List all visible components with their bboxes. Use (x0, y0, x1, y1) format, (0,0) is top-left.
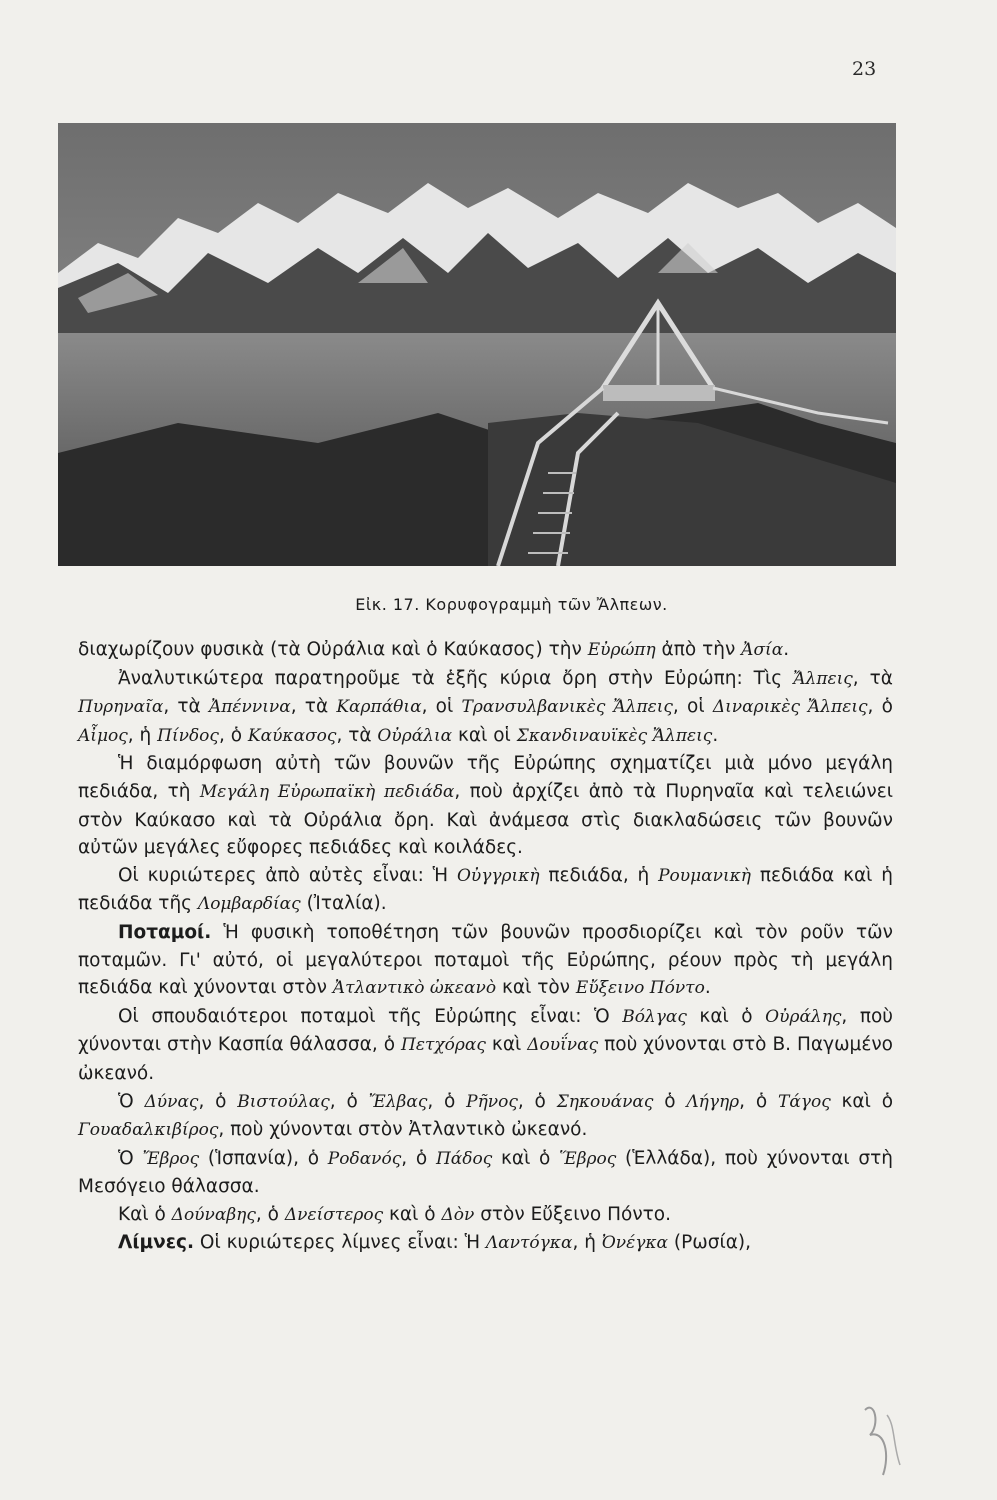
text-run: , τὰ (336, 724, 378, 746)
text-run: καὶ τὸν (496, 977, 576, 999)
text-run: , ὁ (198, 1090, 238, 1112)
italic-term: Λομβαρδίας (197, 894, 301, 915)
italic-term: Ἄλπεις (793, 668, 853, 689)
text-run: (Ἑλλάδα), ποὺ χύνονται στὴ Μεσόγειο θάλασσα. (78, 1147, 893, 1198)
text-run: , ποὺ χύνονται στὴν Κασπία θάλασσα, ὁ (78, 1005, 893, 1056)
paragraph-p9 (78, 1201, 893, 1230)
italic-term: Βιστούλας (237, 1091, 330, 1112)
text-run: καὶ ὁ (383, 1203, 442, 1225)
italic-term: Διναρικὲς Ἄλπεις (712, 697, 868, 718)
text-run: , ὁ (255, 1203, 285, 1225)
italic-term: Γουαδαλκιβίρος (78, 1120, 219, 1141)
italic-term: Καύκασος (247, 725, 337, 746)
italic-term: Δνείστερος (284, 1204, 384, 1225)
text-run: Καὶ ὁ (118, 1203, 172, 1225)
section-heading: Ποταμοί. (118, 921, 212, 943)
text-run: , ποὺ χύνονται στὸν Ἀτλαντικὸ ὠκεανό. (218, 1119, 588, 1141)
italic-term: Πετχόρας (401, 1035, 486, 1056)
text-run: . (704, 977, 711, 999)
paragraph-p5 (78, 919, 893, 1003)
italic-term: Βόλγας (622, 1006, 687, 1027)
paragraph-p8 (78, 1145, 893, 1201)
italic-term: Πυρηναῖα (78, 697, 164, 718)
italic-term: Δὸν (441, 1204, 475, 1225)
text-run: καὶ (485, 1034, 528, 1056)
italic-term: Πίνδος (157, 725, 219, 746)
italic-term: Ἀπέννινα (208, 697, 291, 718)
text-run: (Ἰταλία). (300, 893, 387, 915)
italic-term: Ὀνέγκα (601, 1233, 668, 1254)
text-run: Ἡ φυσικὴ τοποθέτηση τῶν βουνῶν προσδιορίζει καὶ τὸν ροῦν τῶν ποταμῶν. Γι' αὐτό, οἱ μεγαλύτεροι ποταμοὶ τῆς Εὐρώπης, ρέουν πρὸς τὴ μεγάλη πεδιάδα καὶ χύνονται στὸν (78, 921, 893, 999)
italic-term: Εὔξεινο Πόντο (575, 978, 705, 999)
body-text (78, 636, 893, 1258)
italic-term: Καρπάθια (336, 697, 422, 718)
paragraph-p2 (78, 665, 893, 751)
text-run: , ἡ (127, 724, 158, 746)
text-run: Οἱ κυριώτερες ἀπὸ αὐτὲς εἶναι: Ἡ (118, 864, 457, 886)
text-run: καὶ ὁ (492, 1147, 560, 1169)
text-run: , ὁ (401, 1147, 436, 1169)
text-run: (Ρωσία), (668, 1232, 752, 1254)
paragraph-p10 (78, 1229, 893, 1258)
text-run: πεδιάδα καὶ ἡ πεδιάδα τῆς (78, 864, 893, 915)
italic-term: Πάδος (435, 1148, 493, 1169)
text-run: , ὁ (867, 696, 893, 718)
italic-term: Ἀσία (741, 640, 784, 660)
text-run: Οἱ κυριώτερες λίμνες εἶναι: Ἡ (194, 1232, 486, 1254)
pencil-mark-icon (855, 1395, 915, 1485)
text-run: (Ἱσπανία), ὁ (199, 1147, 328, 1169)
italic-term: Λαντόγκα (485, 1233, 573, 1254)
paragraph-p3 (78, 750, 893, 861)
text-run: Ὁ (118, 1090, 145, 1112)
text-run: , τὰ (290, 696, 337, 718)
italic-term: Λήγηρ (686, 1091, 740, 1112)
italic-term: Δουΐνας (527, 1035, 599, 1056)
italic-term: Ροδανός (327, 1148, 402, 1169)
text-run: ἀπὸ τὴν (655, 639, 742, 660)
italic-term: Ἕβρος (559, 1148, 617, 1169)
italic-term: Ρῆνος (466, 1091, 518, 1112)
text-run: Οἱ σπουδαιότεροι ποταμοὶ τῆς Εὐρώπης εἶναι: Ὁ (118, 1005, 623, 1027)
italic-term: Τάγος (777, 1091, 831, 1112)
italic-term: Ἀτλαντικὸ ὠκεανὸ (332, 978, 497, 999)
italic-term: Δούναβης (171, 1204, 256, 1225)
text-run: ὁ (653, 1090, 687, 1112)
figure-photo (58, 123, 896, 566)
text-run: , ὁ (739, 1090, 778, 1112)
text-run: , τὰ (163, 696, 209, 718)
text-run: , ὁ (427, 1090, 467, 1112)
text-run: Ἀναλυτικώτερα παρατηροῦμε τὰ ἑξῆς κύρια ὄρη στὴν Εὐρώπη: Τὶς (118, 667, 794, 689)
italic-term: Οὐράλης (765, 1006, 842, 1027)
text-run: πεδιάδα, ἡ (539, 864, 659, 886)
alpine-ridge-photo-icon (58, 123, 896, 566)
text-run: , ἡ (572, 1232, 602, 1254)
paragraph-p6 (78, 1003, 893, 1088)
italic-term: Ἔλβας (368, 1091, 428, 1112)
italic-term: Εὐρώπη (587, 640, 656, 660)
italic-term: Οὐγγρικὴ (456, 865, 540, 886)
italic-term: Οὐράλια (377, 725, 453, 746)
section-heading: Λίμνες. (118, 1232, 195, 1254)
paragraph-p1 (78, 636, 893, 665)
italic-term: Μεγάλη Εὐρωπαϊκὴ πεδιάδα (199, 781, 455, 802)
text-run: ποὺ χύνονται στὸ Β. Παγωμένο ὠκεανό. (78, 1034, 893, 1084)
text-run: , ὁ (218, 724, 248, 746)
italic-term: Σκανδιναυϊκὲς Ἄλπεις (516, 725, 713, 746)
italic-term: Δύνας (144, 1091, 199, 1112)
figure-caption: Εἰκ. 17. Κορυφογραμμὴ τῶν Ἄλπεων. (355, 595, 668, 614)
text-run: , οἱ (421, 696, 462, 718)
text-run: καὶ ὁ (830, 1090, 894, 1112)
text-run: . (712, 724, 719, 746)
italic-term: Ἔβρος (142, 1148, 200, 1169)
text-run: , οἱ (672, 696, 713, 718)
italic-term: Τρανσυλβανικὲς Ἄλπεις (461, 697, 673, 718)
italic-term: Ρουμανικὴ (658, 865, 751, 886)
text-run: διαχωρίζουν φυσικὰ (τὰ Οὐράλια καὶ ὁ Καύκασος) τὴν (78, 639, 588, 660)
text-run: καὶ οἱ (452, 724, 517, 746)
text-run: . (783, 639, 790, 660)
text-run: Ὁ (118, 1147, 143, 1169)
paragraph-p7 (78, 1088, 893, 1145)
page-number: 23 (852, 58, 877, 80)
text-run: Ἡ διαμόρφωση αὐτὴ τῶν βουνῶν τῆς Εὐρώπης σχηματίζει μιὰ μόνο μεγάλη πεδιάδα, τὴ (78, 753, 893, 802)
text-run: , ποὺ ἀρχίζει ἀπὸ τὰ Πυρηναῖα καὶ τελειώνει στὸν Καύκασο καὶ τὰ Οὐράλια ὄρη. Καὶ ἀνάμεσα στὶς διακλαδώσεις τῶν βουνῶν αὐτῶν μεγάλες εὔφορες πεδιάδες καὶ κοιλάδες. (78, 780, 893, 859)
text-run: , ὁ (517, 1090, 557, 1112)
text-run: , ὁ (329, 1090, 369, 1112)
italic-term: Σηκουάνας (556, 1091, 654, 1112)
text-run: , τὰ (852, 667, 893, 689)
italic-term: Αἶμος (78, 725, 128, 746)
text-run: στὸν Εὔξεινο Πόντο. (474, 1203, 671, 1225)
paragraph-p4 (78, 862, 893, 919)
text-run: καὶ ὁ (686, 1005, 766, 1027)
